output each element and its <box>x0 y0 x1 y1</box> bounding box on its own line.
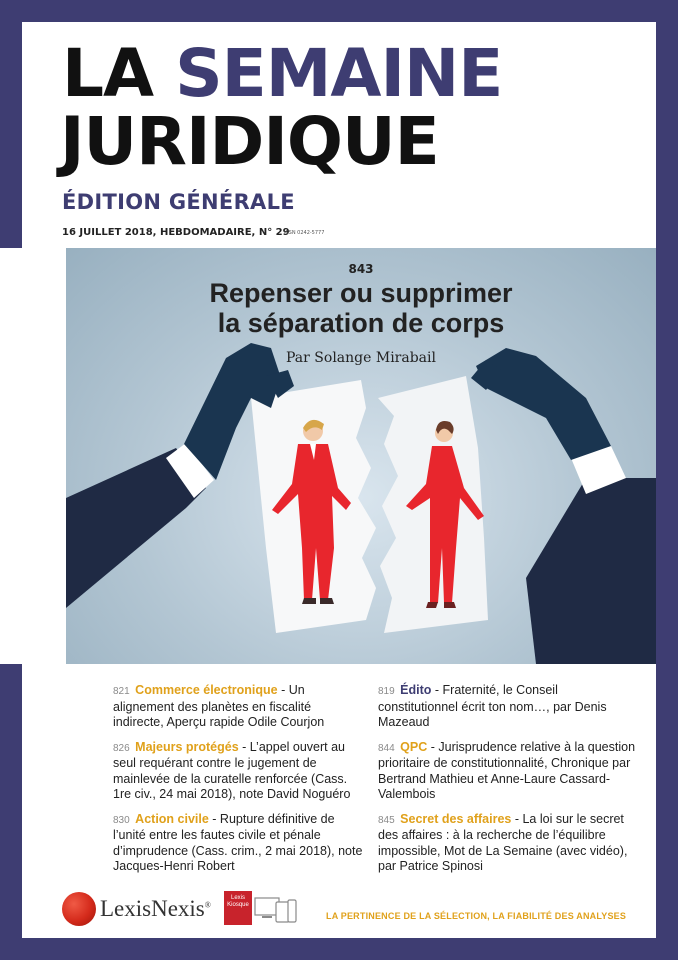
masthead-word-la: LA <box>62 35 154 112</box>
cover-article-number: 843 <box>348 262 374 276</box>
toc-item-topic: Secret des affaires <box>400 811 512 826</box>
cover-author: Par Solange Mirabail <box>286 350 436 366</box>
issn-label: ISSN 0242-5777 <box>284 230 325 236</box>
frame-left-bar-upper <box>0 0 22 248</box>
frame-bottom-bar <box>0 938 678 960</box>
frame-top-bar <box>0 0 678 22</box>
toc-item-topic: Commerce électronique <box>135 683 278 697</box>
toc-item-number: 819 <box>378 686 395 697</box>
phone-icon <box>288 900 296 922</box>
desktop-icon <box>255 898 279 915</box>
toc-item[interactable]: 830 Action civile - Rupture définitive de l’unité entre les fautes civile et pénale d’imprudence (Cass. crim., 2 mai 2018), note Jacques-Henri Robert <box>113 811 363 873</box>
lexisnexis-logo-text: LexisNexis® <box>100 896 211 921</box>
toc-item-topic: Majeurs protégés <box>135 739 239 754</box>
toc-left-column <box>113 683 363 884</box>
cover-title <box>66 278 656 338</box>
toc-right-column <box>378 683 640 884</box>
masthead-title-line1 <box>62 35 503 112</box>
toc-item-topic: Action civile <box>135 811 209 826</box>
cover-title-line1: Repenser ou supprimer <box>209 278 513 308</box>
frame-right-bar <box>656 0 678 960</box>
toc-item-topic: QPC <box>400 739 428 754</box>
toc-item[interactable]: 821 Commerce électronique - Un alignement des planètes en fiscalité indirecte, Aperçu rapide Odile Courjon <box>113 683 325 729</box>
toc-item-number: 830 <box>113 814 130 826</box>
toc-item-text: Fraternité, le Conseil constitutionnel écrit ton nom…, par Denis Mazeaud <box>378 683 607 729</box>
masthead-title-line2: JURIDIQUE <box>60 103 439 180</box>
devices-icon <box>254 896 298 924</box>
masthead-word-semaine: SEMAINE <box>175 35 503 112</box>
right-sleeve <box>526 478 656 664</box>
edition-label: ÉDITION GÉNÉRALE <box>62 190 295 214</box>
toc-item[interactable]: 845 Secret des affaires - La loi sur le secret des affaires : à la recherche de l’équilibre impossible, Mot de La Semaine (avec vidéo), par Patrice Spinosi <box>378 811 628 873</box>
cover-title-line2: la séparation de corps <box>217 308 505 338</box>
toc-item-number: 826 <box>113 742 130 754</box>
toc-item-text: La loi sur le secret des affaires : à la recherche de l’équilibre impossible, Mot de La Semaine (avec vidéo), par Patrice Spinosi <box>378 811 628 873</box>
toc-item-number: 845 <box>378 814 395 826</box>
toc-item-text: Rupture définitive de l’unité entre les fautes civile et pénale d’imprudence (Cass. crim., 2 mai 2018), note Jacques-Henri Robert <box>113 811 363 873</box>
toc-item-text: L’appel ouvert au seul requérant contre le jugement de mainlevée de la curatelle renforcée (Cass. 1re civ., 24 mai 2018), note David Noguéro <box>113 739 351 801</box>
toc-item-number: 844 <box>378 742 395 754</box>
toc-item-number: 821 <box>113 686 130 697</box>
kiosque-icon[interactable] <box>224 891 252 925</box>
toc-item[interactable]: 826 Majeurs protégés - L’appel ouvert au seul requérant contre le jugement de mainlevée de la curatelle renforcée (Cass. 1re civ., 24 mai 2018), note David Noguéro <box>113 739 351 801</box>
toc-item-topic: Édito <box>400 683 432 697</box>
frame-left-bar-lower <box>0 664 22 960</box>
kiosque-label-line1: Lexis <box>230 895 245 901</box>
toc-item[interactable]: 819 Édito - Fraternité, le Conseil constitutionnel écrit ton nom…, par Denis Mazeaud <box>378 683 607 729</box>
tablet-icon <box>276 902 289 922</box>
footer-tagline: LA PERTINENCE DE LA SÉLECTION, LA FIABILITÉ DES ANALYSES <box>326 911 627 921</box>
lexisnexis-logo-icon <box>62 892 96 926</box>
toc-item-text: Jurisprudence relative à la question prioritaire de constitutionnalité, Chronique par Bertrand Mathieu et Anne-Laure Cassard-Valembois <box>378 739 636 801</box>
toc-item[interactable]: 844 QPC - Jurisprudence relative à la question prioritaire de constitutionnalité, Chronique par Bertrand Mathieu et Anne-Laure Cassard-Valembois <box>378 739 636 801</box>
cover-illustration <box>66 248 656 664</box>
toc-item-text: Un alignement des planètes en fiscalité indirecte, Aperçu rapide Odile Courjon <box>113 683 325 729</box>
issue-date-line: 16 JUILLET 2018, HEBDOMADAIRE, N° 29 <box>62 227 290 238</box>
kiosque-label-line2: Kiosque <box>227 902 249 908</box>
